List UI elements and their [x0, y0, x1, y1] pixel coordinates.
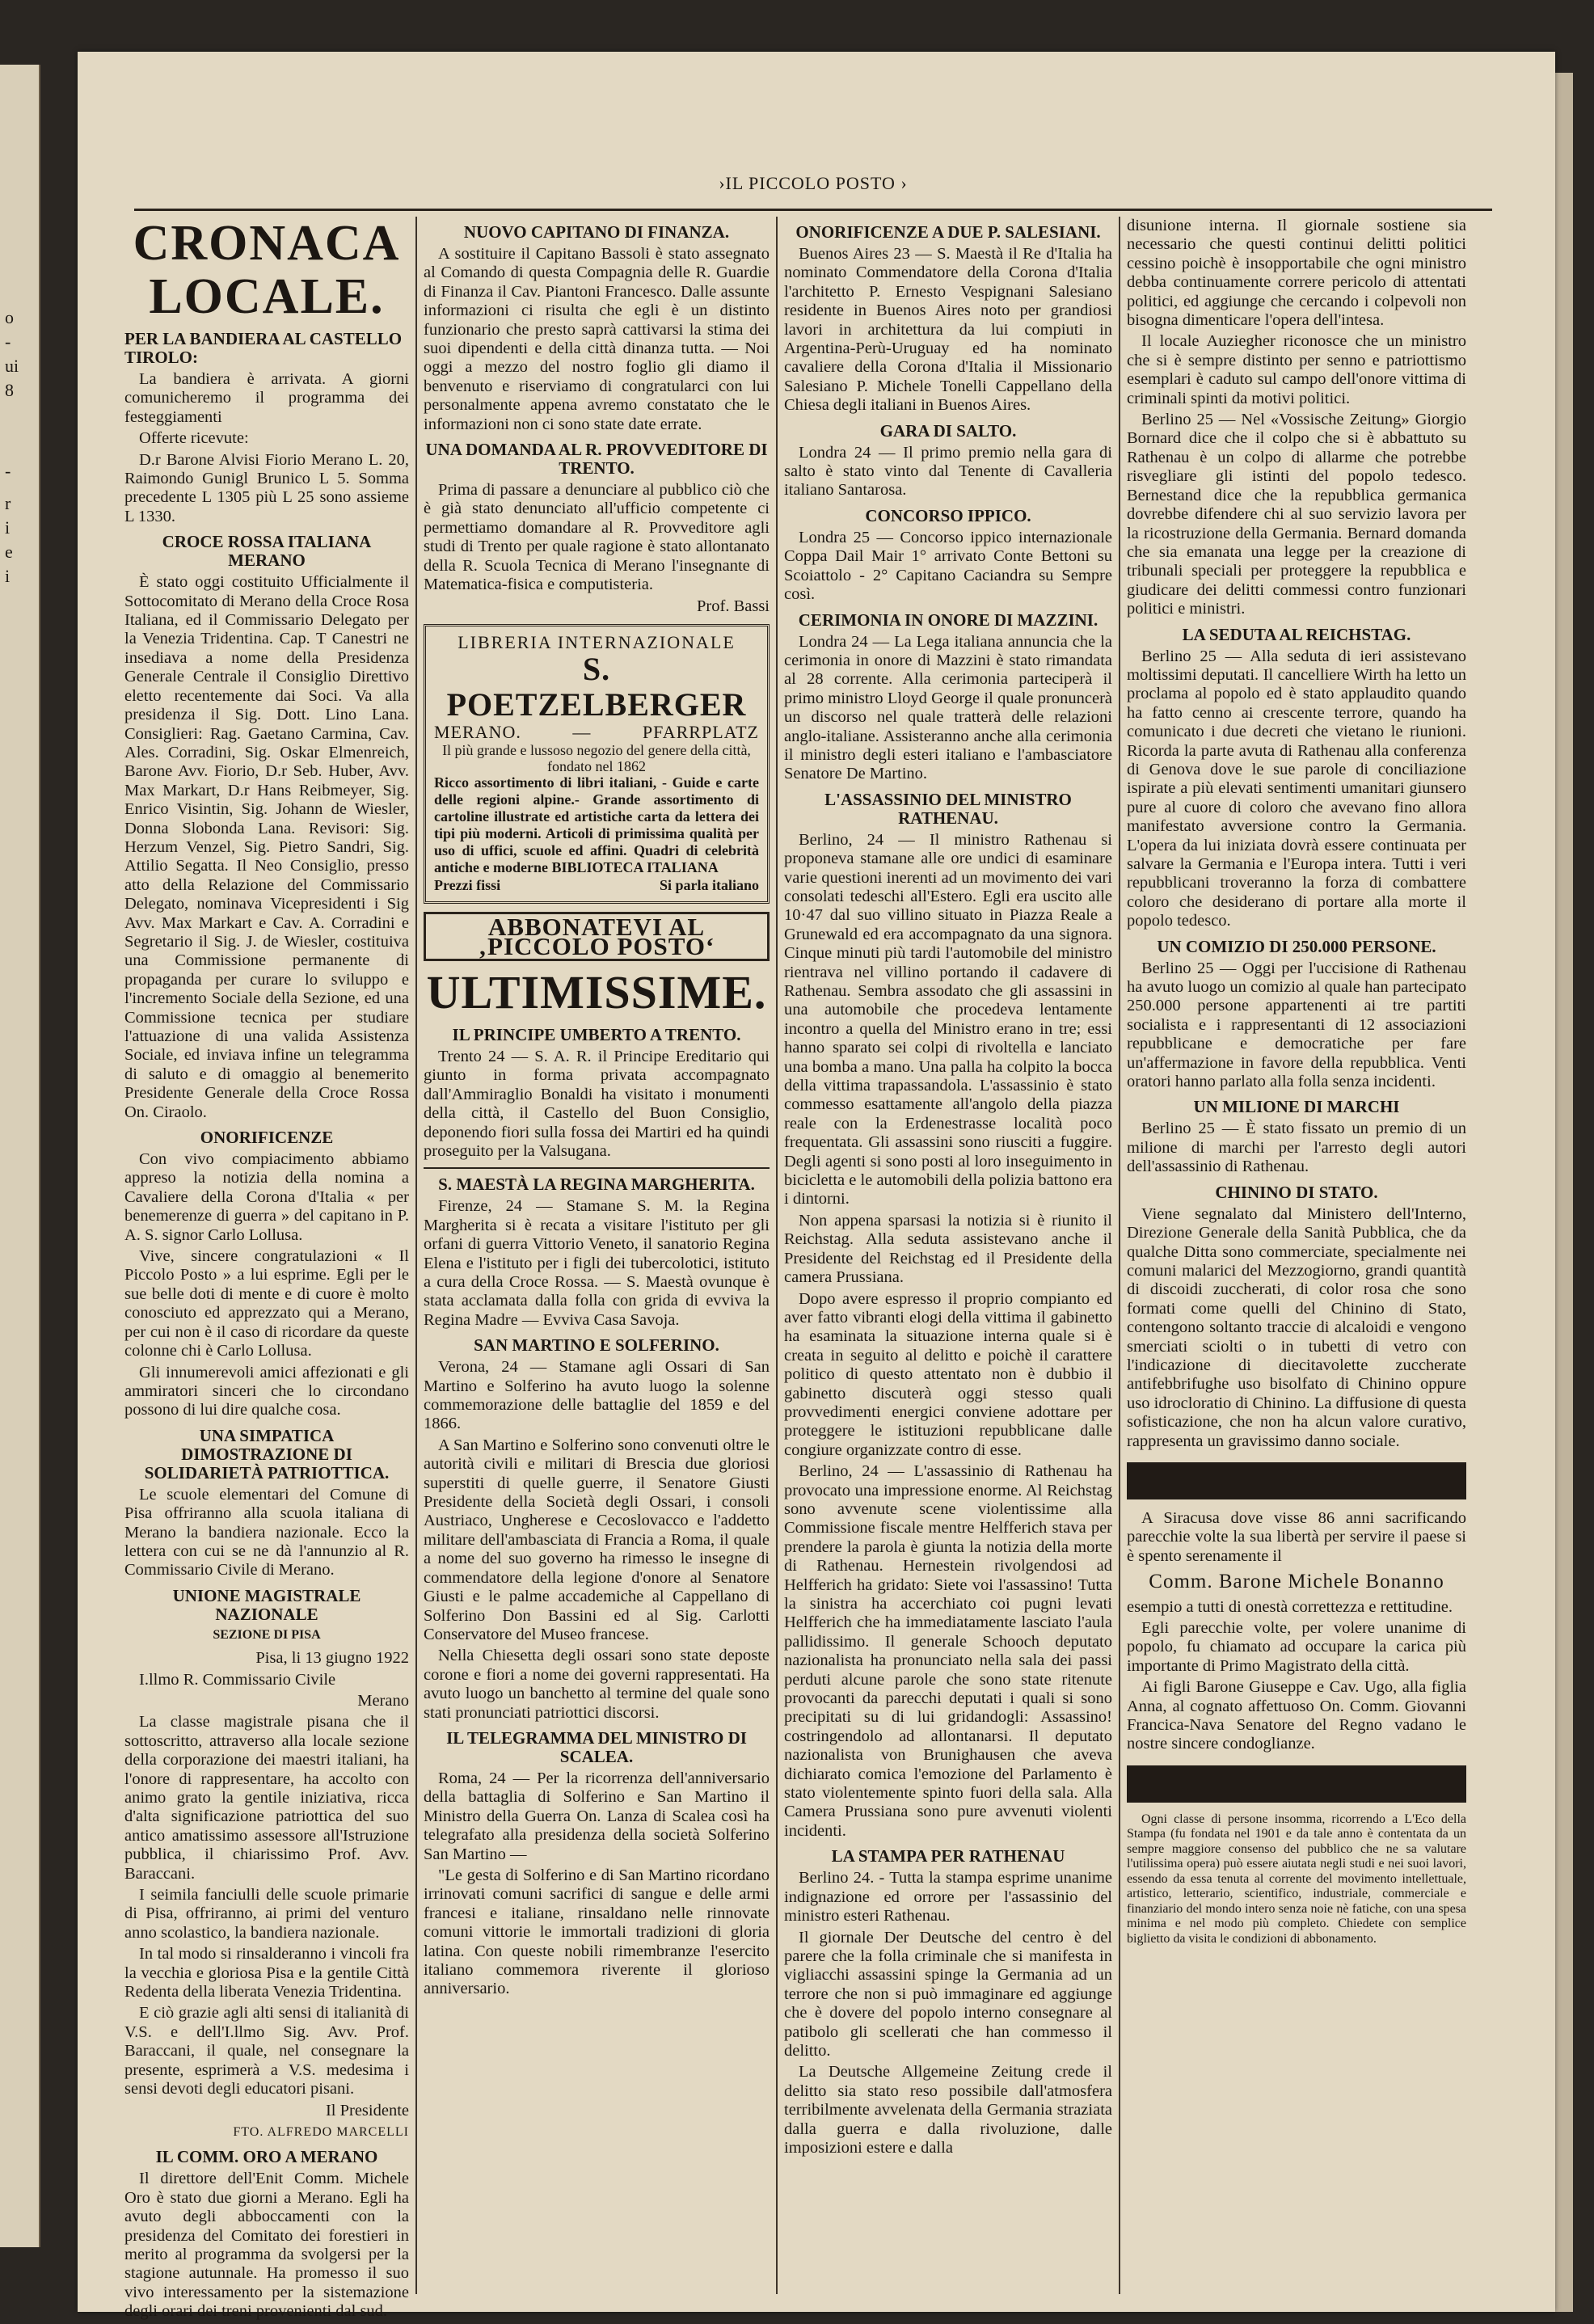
fragment-letter: i	[5, 566, 11, 586]
article-heading: UN MILIONE DI MARCHI	[1193, 1097, 1400, 1117]
fragment-letter: o	[5, 307, 14, 327]
column-1	[124, 217, 409, 2324]
article-paragraph: Berlino, 24 — L'assassinio di Rathenau ha provocato una impressione enorme. Al Reichstag sono avvenute scene violentissime alla Commissione fiscale mentre Helfferich stava per prendere la parola è giunta la notizia della morte di Rathenau. Hernestein rivolgendosi ad Helfferich ha gridato: Siete voi l'assassino! Tutta la sinistra ha accerchiato coi pugni levati Helfferich che ha immediatamente lasciato l'aula pallidissimo. Il generale Schooch deputato nazionalista ha pronunciato nella sala dei passi perduti alcune parole che sono state ritenute provocanti da parecchi deputati i quali si sono precipitati su di lui gridandogli: Assassino! costringendolo ad allontanarsi. Il deputato nazionalista von Brunighausen che aveva dichiarato comica l'emozione del Parlamento è stato violentemente spinto fuori della sala. Alla Camera Prussiana sono pure avvenuti violenti incidenti.	[784, 1462, 1112, 1840]
page-edge	[1555, 73, 1573, 2312]
ad-street: PFARRPLATZ	[642, 722, 759, 743]
article-paragraph: In tal modo si rinsalderanno i vincoli fra la vecchia e gloriosa Pisa e la gentile Città Redenta della liberata Venezia Tridentina.	[124, 1945, 409, 2001]
article-paragraph: Il giornale Der Deutsche del centro è del parere che la folla criminale che si manifesta in vigliacchi assassini spinge la Germania ad un terrore che non si può immaginare ed aggiunge che è dovere del popolo interno consegnare al patibolo gli scellerati che han commesso il delitto.	[784, 1928, 1112, 2060]
ad-dash: —	[572, 722, 592, 743]
article-heading: S. MAESTÀ LA REGINA MARGHERITA.	[438, 1175, 755, 1195]
article-paragraph: Berlino 25 — Nel «Vossische Zeitung» Giorgio Bornard dice che il colpo che si è abbattuto su Rathenau è un colpo di allarme che potrebbe risvegliare gli istinti del popolo tedesco. Bernestand dice che la repubblica germanica dovrebbe difendere chi al suo servizio lavora per la ricostruzione della Germania. Bernard domanda che sia emanata una legge per la creazione di tribunali speciali per proteggere la repubblica e giudicare dei delitti commessi contro funzionari politici e ministri.	[1127, 411, 1466, 618]
obituary-bar	[1127, 1462, 1466, 1499]
article-heading: ONORIFICENZE A DUE P. SALESIANI.	[795, 222, 1101, 242]
column-rule	[776, 217, 778, 2294]
article-heading: UNA DOMANDA AL R. PROVVEDITORE DI TRENTO.	[425, 440, 768, 479]
article-paragraph: A San Martino e Solferino sono convenuti oltre le autorità civili e militari di Brescia due gloriosi superstiti di quelle guerre, il Senatore Giusti Presidente della Società degli Ossari, i consoli Austriaco, Ungherese e Cecoslovacco e l'addetto militare dell'ambasciata di Francia a Roma, il quale a nome del suo governo ha rimesso le insegne di commendatore della legione d'onore al Senatore Giusti e le palme accademiche al Cappellano di Solferino Don Bassini ed al Sig. Carlotti Conservatore del Museo francese.	[424, 1436, 770, 1643]
article-heading: UNIONE MAGISTRALE NAZIONALE	[172, 1585, 361, 1624]
article-paragraph: A sostituire il Capitano Bassoli è stato assegnato al Comando di questa Compagnia delle R. Guardie di Finanza il Cav. Piantoni Francesco. Dalle assunte informazioni ci risulta che egli è un distinto funzionario che presto saprà cattivarsi la stima dei suoi dipendenti e della città dinanza tutta. — Noi oggi a mezzo del nostro foglio gli diamo il benvenuto e riserviamo di congratularci con lui personalmente appena avremo constatato che le informazioni non ci sono state date errate.	[424, 245, 770, 433]
obituary-paragraph: Ai figli Barone Giuseppe e Cav. Ugo, alla figlia Anna, al cognato affettuoso On. Comm. Giovanni Francica-Nava Senatore del Regno vadano le nostre sincere condoglianze.	[1127, 1678, 1466, 1753]
article-signature: Prof. Bassi	[697, 597, 770, 615]
obituary-paragraph: esempio a tutti di onestà correttezza e rettitudine.	[1127, 1597, 1453, 1616]
ad-city: MERANO.	[434, 722, 521, 743]
article-heading: LA SEDUTA AL REICHSTAG.	[1182, 624, 1411, 644]
article-heading: UNA SIMPATICA DIMOSTRAZIONE DI SOLIDARIETÀ PATRIOTTICA.	[144, 1425, 390, 1483]
article-paragraph: Londra 24 — La Lega italiana annuncia che la cerimonia in onore di Mazzini è stato rimandata al 28 corrente. Alla cerimonia parteciperà il primo ministro Lloyd George il quale pronuncerà un discorso nel quale tratterà delle relazioni anglo-italiane. Assisteranno anche alla cerimonia il ministro degli esteri italiano e l'ambasciatore Senatore De Martino.	[784, 632, 1112, 783]
ad-address	[434, 723, 759, 741]
article-paragraph: Le scuole elementari del Comune di Pisa offriranno alla scuola italiana di Merano la bandiera nazionale. Ecco la lettera con cui se ne dà l'annunzio al R. Commissario Civile di Merano.	[124, 1485, 409, 1580]
letter-date: Pisa, li 13 giugno 1922	[255, 1649, 409, 1668]
article-heading: PER LA BANDIERA AL CASTELLO TIROLO:	[124, 329, 403, 367]
letter-addressee-city: Merano	[357, 1691, 409, 1710]
advertisement-bar	[1127, 1765, 1466, 1803]
ad-business-name: S. POETZELBERGER	[446, 651, 747, 723]
article-paragraph: E ciò grazie agli alti sensi di italianità di V.S. e dell'I.llmo Sig. Avv. Prof. Baraccani, il quale, nel consegnare la presente, esprimerà a V.S. medesima i sensi devoti degli educatori pisani.	[124, 2004, 409, 2098]
article-paragraph: "Le gesta di Solferino e di San Martino ricordano irrinovati comuni sacrifici di sangue e delle armi francesi e italiane, rinsaldano nelle rinnovate comuni vittorie le immortali tradizioni di gloria latina. Con queste nobili rimembranze l'esercito italiano commemora riverente il glorioso anniversario.	[424, 1866, 770, 1998]
article-heading: UN COMIZIO DI 250.000 PERSONE.	[1157, 936, 1436, 956]
article-heading: CERIMONIA IN ONORE DI MAZZINI.	[798, 609, 1099, 630]
adjacent-page-fragment	[0, 65, 40, 2247]
article-paragraph: Berlino 25 — È stato fissato un premio di un milione di marchi per l'arresto degli autori dell'assassinio di Rathenau.	[1127, 1120, 1466, 1176]
article-paragraph: Firenze, 24 — Stamane S. M. la Regina Margherita si è recata a visitare l'istituto per gli orfani di guerra Vittorio Veneto, il sanatorio Regina Elena e l'istituto per i figli dei tubercolotici, istituto a cura della Croce Rossa. — S. Maestà ovunque è stata acclamata dalla folla con grida di evviva la Regina Madre — Evviva Casa Savoja.	[424, 1197, 770, 1329]
signature-name: FTO. ALFREDO MARCELLI	[233, 2124, 409, 2139]
article-paragraph: Il locale Auziegher riconosce che un ministro che si è sempre distinto per senno e patriottismo esemplari è caduto sul campo dell'onore vittima di criminali spinti da motivi politici.	[1127, 332, 1466, 407]
article-heading: CONCORSO IPPICO.	[865, 505, 1031, 525]
article-paragraph: Berlino 25 — Alla seduta di ieri assistevano moltissimi deputati. Il cancelliere Wirth ha letto un proclama al popolo ed è stato applaudito quando ha fatto cenno ai crescente terrore, quando ha comunicato i due decreti che vietano le riunioni. Ricorda la parte avuta di Rathenau alla conferenza di Genova dove le sue parole di conciliazione ispirate a più elevati sentimenti umanitari giunsero pure al cuore di coloro che avevano fino allora manifestato avversione contro la Germania. L'opera da lui iniziata dovrà essere continuata per salvare la Germania e l'Europa intera. Tutti i veri repubblicani troveranno la forza di combattere coloro che desiderano di portare alla morte il popolo tedesco.	[1127, 647, 1466, 930]
ad-body: Ricco assortimento di libri italiani, - Guide e carte delle regioni alpine.- Grande assortimento di cartoline illustrate ed artistiche carta da lettera dei tipi più moderni. Articoli di primissima qualità per uso di uffici, scuole ed affini. Quadri di celebrità antiche e moderne BIBLIOTECA ITALIANA	[434, 774, 759, 875]
article-heading: LA STAMPA PER RATHENAU	[831, 1846, 1065, 1866]
obituary-paragraph: A Siracusa dove visse 86 anni sacrificando parecchie volte la sua libertà per servire il paese si è spento serenamente il	[1127, 1508, 1466, 1565]
article-paragraph: Roma, 24 — Per la ricorrenza dell'anniversario della battaglia di Solferino e San Martino il Ministro della Guerra On. Lanza di Scalea così ha telegrafato alla presidenza della società Solferino San Martino —	[424, 1769, 770, 1863]
article-paragraph: Non appena sparsasi la notizia si è riunito il Reichstag. Alla seduta assistevano anche il Presidente del Reichstag ed il Presidente della camera Prussiana.	[784, 1211, 1112, 1287]
article-paragraph: Berlino 24. - Tutta la stampa esprime unanime indignazione ed orrore per l'assassinio del ministro esteri Rathenau.	[784, 1869, 1112, 1925]
article-heading: NUOVO CAPITANO DI FINANZA.	[463, 222, 730, 242]
article-paragraph: Nella Chiesetta degli ossari sono state deposte corone e fiori a nome dei governi rappresentati. Ha avuto luogo un banchetto al termine del quale sono stati pronunciati patriottici discorsi.	[424, 1647, 770, 1722]
press-clipping-ad: Ogni classe di persone insomma, ricorrendo a L'Eco della Stampa (fu fondata nel 1901 e da tale anno è contentata da un sempre maggiore consenso del pubblico che ne sa valutare l'utilissima opera) può essere aiutata negli studi e nei suoi lavori, essendo da essa tenuta al corrente del movimento intellettuale, artistico, letterario, scientifico, industriale, commerciale e finanziario del mondo intero senza noie nè fatiche, con una spesa minima e nel modo più completo. Chiedete con semplice biglietto da visita le condizioni di abbonamento.	[1127, 1812, 1466, 1946]
obituary-name: Comm. Barone Michele Bonanno	[1149, 1571, 1444, 1593]
article-paragraph: disunione interna. Il giornale sostiene sia necessario che questi continui delitti politici cessino poichè è insopportabile che ogni ministro debba continuamente correre pericolo di attentati politici, ed aggiunge che cercando i colpevoli non bisogna dimenticare l'opera dell'intesa.	[1127, 217, 1466, 330]
signature-title: Il Presidente	[325, 2101, 409, 2119]
ad-intro: Il più grande e lussoso negozio del genere della città, fondato nel 1862	[442, 741, 751, 774]
article-paragraph: Dopo avere espresso il proprio compianto ed aver fatto vibranti elogi della vittima il gabinetto ha esaminata la situazione interna quale si è creata in seguito al delitto e poichè il carattere politico di questo attentato non è dubbio il gabinetto discuterà oggi stesso quali provvedimenti energici conviene adottare per proteggere le istituzioni repubblicane dalle congiure organizzate contro di esse.	[784, 1289, 1112, 1459]
column-rule	[415, 217, 417, 2294]
article-paragraph: D.r Barone Alvisi Fiorio Merano L. 20, Raimondo Gunigl Brunico L 5. Somma precedente L 1305 più L 25 sono assieme L 1330.	[124, 450, 409, 525]
article-paragraph: La bandiera è arrivata. A giorni comunicheremo il programma dei festeggiamenti	[124, 370, 409, 426]
article-heading: GARA DI SALTO.	[879, 420, 1017, 441]
article-heading: IL PRINCIPE UMBERTO A TRENTO.	[452, 1024, 741, 1044]
article-heading: SAN MARTINO E SOLFERINO.	[474, 1335, 719, 1356]
fragment-letter: e	[5, 542, 13, 562]
article-paragraph: Berlino, 24 — Il ministro Rathenau si proponeva stamane alle ore undici di esaminare varie questioni inerenti ad un movimento dei vari consolati tedeschi all'Estero. Egli era uscito alle 10·47 dal suo villino situato in Piazza Reale a Grunewald ed era accompagnato da una signora. Cinque minuti più tardi l'automobile del ministro rientrava nel villino portando il cadavere di Rathenau. Sembra assodato che gli assassini in una automobile che procedeva lentamente incontro a quella del Ministro erano in tre; essi hanno sparato sei colpi di rivoltella e lanciato una bomba a mano. Una palla ha colpito la bocca della vittima trapassandola. L'assassinio è stato commesso esattamente all'angolo della piazza reale con la Erdenestrasse località poco frequentata. Gli assassini sono riusciti a fuggire. Degli agenti si sono posti al loro inseguimento in bicicletta e le automobili della polizia battono era i dintorni.	[784, 830, 1112, 1208]
column-4	[1127, 217, 1466, 1949]
article-heading: L'ASSASSINIO DEL MINISTRO RATHENAU.	[824, 789, 1072, 828]
article-paragraph: I seimila fanciulli delle scuole primarie di Pisa, offriranno, ai primi del venturo anno scolastico, la bandiera nazionale.	[124, 1886, 409, 1942]
letter-addressee: I.llmo R. Commissario Civile	[139, 1670, 336, 1689]
ad-kicker: LIBRERIA INTERNAZIONALE	[458, 631, 736, 652]
column-3	[784, 217, 1112, 2160]
article-paragraph: Verona, 24 — Stamane agli Ossari di San Martino e Solferino ha avuto luogo la solenne commemorazione delle battaglie del 1859 e del 1866.	[424, 1358, 770, 1433]
article-paragraph: Viene segnalato dal Ministero dell'Interno, Direzione Generale della Sanità Pubblica, che da qualche Ditta sono commerciate, specialmente nei comuni malarici del Mezzogiorno, grandi quantità di discoidi zuccherati, di color rosa che sono formati come quelli del Chinino di Stato, contengono soltanto traccie di alcaloidi e vengono smerciati sciolti o in tubetti di vetro con l'indicazione di diecitavolette zuccherate antifebbrifughe uso bisolfato di Chinino oppure uso idrocloratio di Chinino. La diffusione di questa sofisticazione, che non ha alcun valore curativo, rappresenta un gravissimo danno sociale.	[1127, 1204, 1466, 1450]
column-rule	[1119, 217, 1120, 2294]
article-subheading: SEZIONE DI PISA	[213, 1627, 321, 1642]
obituary-paragraph: Egli parecchie volte, per volere unanime di popolo, fu chiamato ad occupare la carica più importante di Primo Magistrato della città.	[1127, 1619, 1466, 1675]
article-paragraph: Berlino 25 — Oggi per l'uccisione di Rathenau ha avuto luogo un comizio al quale han partecipato 250.000 persone appartenenti ai tre partiti socialista e i rappresentanti di 12 associazioni repubblicane e democratiche per fare un'affermazione in favore della repubblica. Venti oratori hanno parlato alla folla senza incidenti.	[1127, 959, 1466, 1091]
article-heading: IL TELEGRAMMA DEL MINISTRO DI SCALEA.	[446, 1727, 747, 1766]
article-paragraph: Con vivo compiacimento abbiamo appreso la notizia della nomina a Cavaliere della Corona d'Italia « per benemerenze di guerra » del capitano in P. A. S. signor Carlo Lollusa.	[124, 1150, 409, 1244]
subscription-banner: ABBONATEVI AL ‚PICCOLO POSTO‘	[424, 912, 770, 961]
article-paragraph: Prima di passare a denunciare al pubblico ciò che è già stato denunciato all'ufficio competente ci permettiamo domandare al R. Provveditore agli studi di Trento per quale ragione è stato allontanato della R. Scuola Tecnica di Merano l'insegnante di Matematica-fisica e computisteria.	[424, 481, 770, 594]
article-heading: CROCE ROSSA ITALIANA MERANO	[162, 532, 372, 571]
article-paragraph: È stato oggi costituito Ufficialmente il Sottocomitato di Merano della Croce Rosa Italiana, ed il Commissario Delegato per la Venezia Tridentina. Cap. T Canestri ne insediava a nome della Presidenza Generale Centrale il Consiglio Direttivo eletto recentemente dai Soci. Va alla presidenza il Sig. Dott. Lino Lana. Consiglieri: Rag. Gaetano Carmina, Cav. Ales. Corradini, Sig. Oskar Elmenreich, Barone Avv. Fiorio, D.r Seb. Huber, Avv. Max Markart, D.r Hans Reibmeyer, Sig. Enrico Visintin, Sig. Johann de Wiesler, Donna Slobonda Lana. Revisori: Sig. Herzum Venzel, Sig. Pietro Sandri, Sig. Attilio Segatta. Il Neo Consiglio, presso atto della Relazione del Commissario Delegato, nominava Vicepresidenti i Sig Avv. Max Markart e Cav. A. Corradini e Segretario il Sig. J. de Wiesler, costituiva una Commissione permanente di propaganda per curare lo sviluppo e l'incremento Sociale della Sezione, ed una Commissione tecnica per studiare l'attuazione di una valida Assistenza Sociale, ed inviava infine un telegramma di saluto e di omaggio al benemerito Presidente Generale della Croce Rossa On. Ciraolo.	[124, 573, 409, 1121]
article-heading: ONORIFICENZE	[200, 1128, 334, 1148]
ad-footer	[434, 876, 759, 895]
article-paragraph: Trento 24 — S. A. R. il Principe Ereditario qui giunto in forma privata accompagnato dall'Ammiraglio Bonaldi ha visitato i monumenti della città, il Castello del Buon Consiglio, deponendo fiori sulla fossa dei Martiri ed ha quindi proseguito per la Valsugana.	[424, 1047, 770, 1160]
fragment-letter: r	[5, 493, 11, 513]
article-heading: IL COMM. ORO A MERANO	[155, 2147, 378, 2167]
page-header	[134, 173, 1492, 211]
column-2	[424, 217, 770, 2001]
article-paragraph: La Deutsche Allgemeine Zeitung crede il delitto sia stato reso possibile dall'atmosfera terribilmente avvelenata della Germania straziata dalla guerra e dalla rivoluzione, dalle imposizioni estere e dalla	[784, 2063, 1112, 2157]
article-paragraph: Offerte ricevute:	[139, 429, 249, 448]
article-heading: CHININO DI STATO.	[1215, 1182, 1378, 1202]
newspaper-name: ›IL PICCOLO POSTO ›	[719, 173, 908, 193]
article-paragraph: Londra 25 — Concorso ippico internazionale Coppa Dail Mair 1° arrivato Conte Bettoni su Scoiattolo - 2° Capitano Caciandra su Sempre così.	[784, 528, 1112, 604]
breaking-news-title: ULTIMISSIME.	[426, 965, 767, 1019]
article-paragraph: Vive, sincere congratulazioni « Il Piccolo Posto » a lui esprime. Egli per le sue belle doti di mente e di cuore è molto conosciuto ed apprezzato qui a Merano, per cui non è il caso di ricordare da queste colonne chi è Carlo Lollusa.	[124, 1247, 409, 1360]
ad-footer-right: Si parla italiano	[659, 876, 759, 893]
divider	[424, 1167, 770, 1169]
ad-footer-left: Prezzi fissi	[434, 876, 501, 893]
article-paragraph: Gli innumerevoli amici affezionati e gli ammiratori sinceri che lo circondano possono di lui dire qualche cosa.	[124, 1363, 409, 1419]
fragment-letter: i	[5, 517, 11, 538]
article-paragraph: Londra 24 — Il primo premio nella gara di salto è stato vinto dal Tenente di Cavalleria italiano Santarosa.	[784, 443, 1112, 500]
article-paragraph: Buenos Aires 23 — S. Maestà il Re d'Italia ha nominato Commendatore della Corona d'Italia l'architetto P. Ernesto Vespignani Salesiano residente in Buenos Aires noto per grandiosi lavori in architettura da lui compiuti in Argentina-Perù-Uruguay ed ha nominato cavaliere della Corona d'Italia il Missionario Salesiano P. Michele Tonelli Cappellano della Chiesa degli italiani in Buenos Aires.	[784, 245, 1112, 415]
fragment-letter: -	[5, 461, 11, 481]
newspaper-page	[78, 52, 1555, 2321]
fragment-letter: -	[5, 331, 11, 352]
fragment-letter: ui	[5, 356, 19, 376]
section-title: CRONACA LOCALE.	[133, 216, 401, 324]
bookstore-advertisement	[424, 624, 770, 904]
article-paragraph: La classe magistrale pisana che il sottoscritto, attraverso alla locale sezione della corporazione dei maestri italiani, ha l'onore di rappresentare, ha accolto con animo grato la gentile iniziativa, ricca d'alta significazione patriottica del suo antico amatissimo assessore all'Istruzione pubblica, il chiarissimo Prof. Avv. Baraccani.	[124, 1713, 409, 1883]
article-paragraph: Il direttore dell'Enit Comm. Michele Oro è stato due giorni a Merano. Egli ha avuto degli abboccamenti con la presidenza del Comitato dei forestieri in merito al programma da svolgersi per la stagione autunnale. Ha promesso il suo vivo interessamento per la sistemazione degli orari dei treni provenienti dal sud.	[124, 2170, 409, 2321]
fragment-letter: 8	[5, 380, 14, 400]
